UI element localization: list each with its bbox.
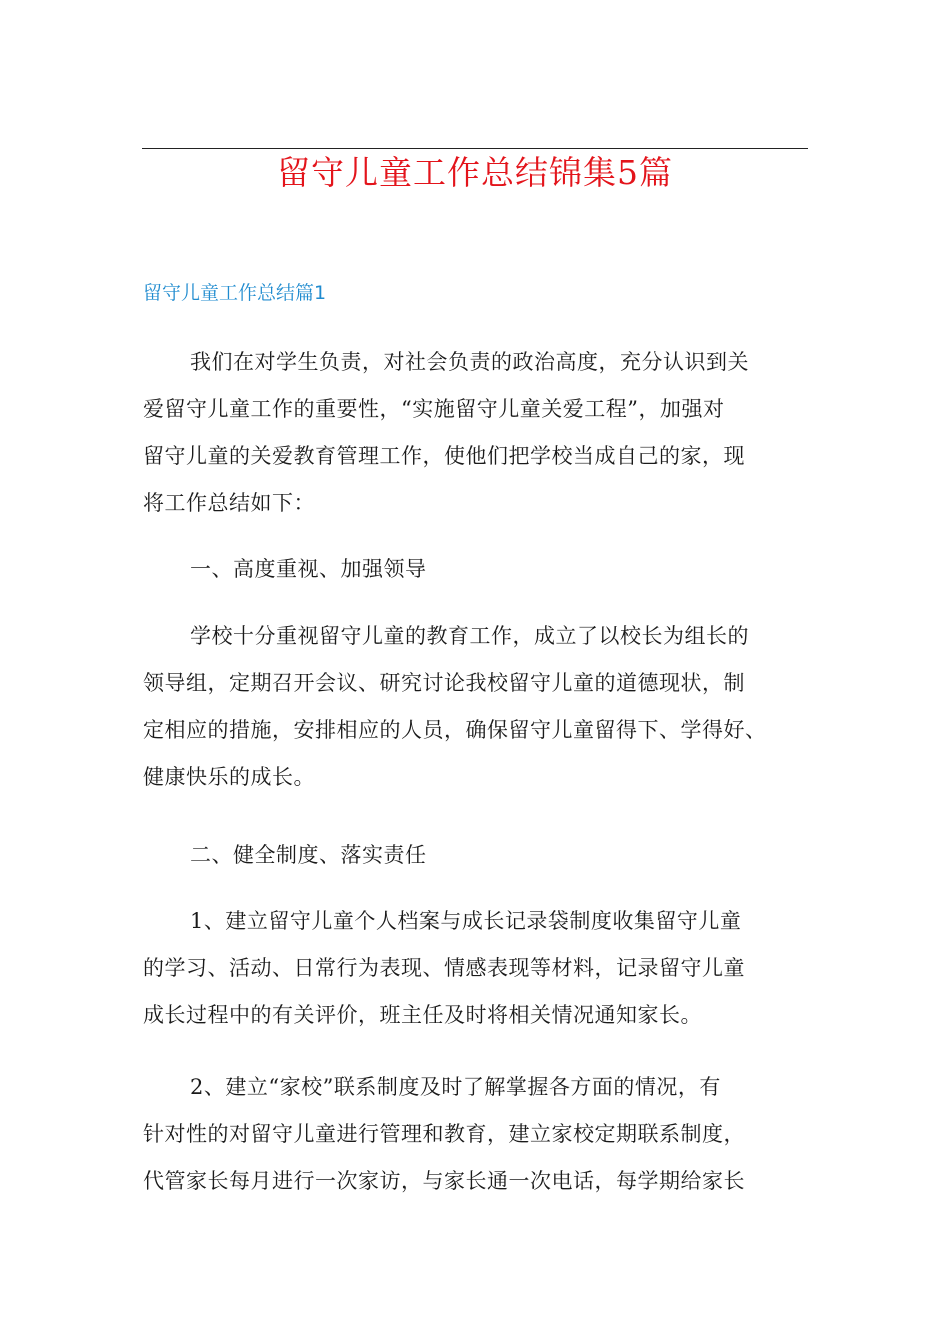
paragraph-line: 学校十分重视留守儿童的教育工作，成立了以校长为组长的 [190,624,749,648]
subheading-one [143,546,819,593]
paragraph-line: 健康快乐的成长。 [143,765,315,789]
paragraph-leadership [143,613,819,801]
title-top-rule [142,148,808,149]
paragraph-line: 定相应的措施，安排相应的人员，确保留守儿童留得下、学得好、 [143,718,767,742]
subheading-two [143,832,819,879]
paragraph-line: 的学习、活动、日常行为表现、情感表现等材料，记录留守儿童 [143,956,745,980]
paragraph-item-1 [143,898,819,1039]
paragraph-line: 针对性的对留守儿童进行管理和教育，建立家校定期联系制度， [143,1122,745,1146]
subheading-line: 二、健全制度、落实责任 [190,843,427,867]
paragraph-line: 成长过程中的有关评价，班主任及时将相关情况通知家长。 [143,1003,702,1027]
document-title: 留守儿童工作总结锦集5篇 [277,153,673,192]
paragraph-line: 代管家长每月进行一次家访，与家长通一次电话，每学期给家长 [143,1169,745,1193]
subheading-line: 一、高度重视、加强领导 [190,557,427,581]
paragraph-intro [143,339,819,527]
paragraph-line: 领导组，定期召开会议、研究讨论我校留守儿童的道德现状，制 [143,671,745,695]
paragraph-line: 爱留守儿童工作的重要性，“实施留守儿童关爱工程”，加强对 [143,397,725,421]
paragraph-line: 将工作总结如下： [143,491,315,515]
paragraph-line: 留守儿童的关爱教育管理工作，使他们把学校当成自己的家，现 [143,444,745,468]
paragraph-item-2 [143,1064,819,1205]
paragraph-line: 我们在对学生负责，对社会负责的政治高度，充分认识到关 [190,350,749,374]
paragraph-line: 1、建立留守儿童个人档案与成长记录袋制度收集留守儿童 [190,909,742,933]
section-heading: 留守儿童工作总结篇1 [143,282,327,304]
paragraph-line: 2、建立“家校”联系制度及时了解掌握各方面的情况，有 [190,1075,721,1099]
